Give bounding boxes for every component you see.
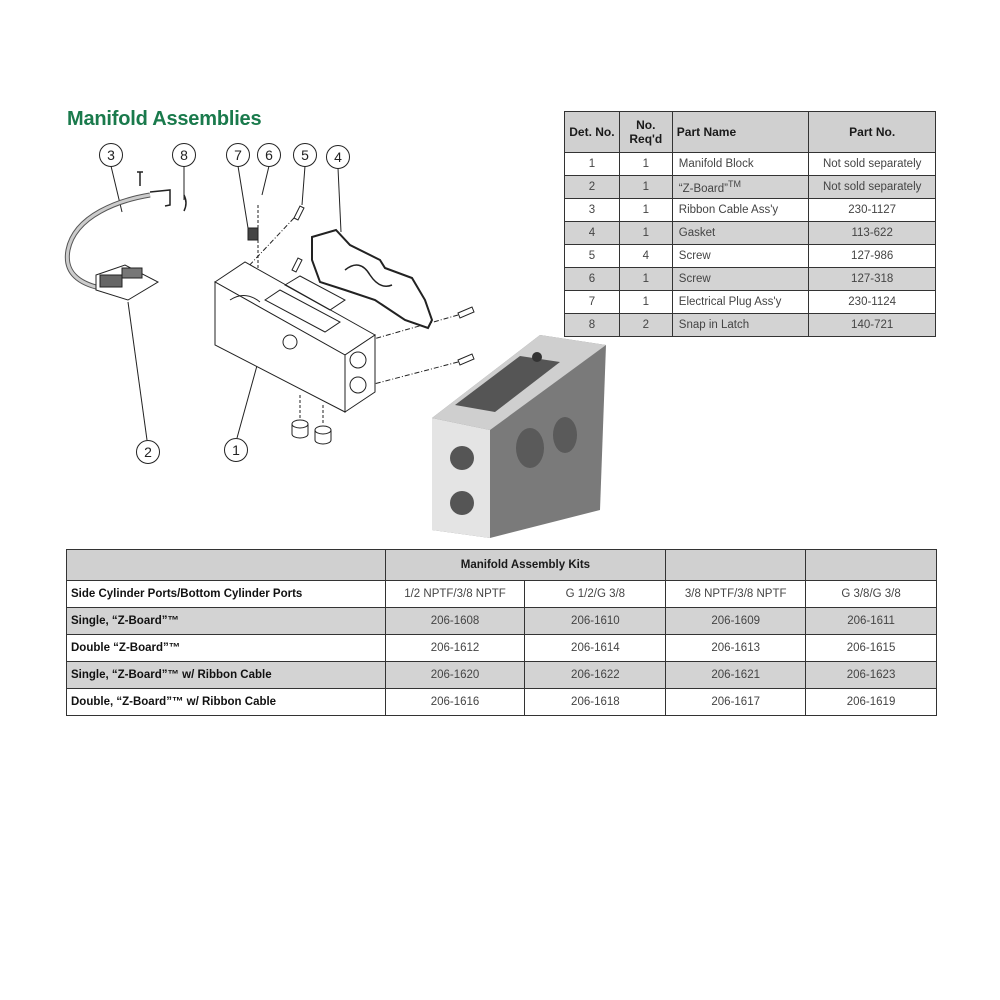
header-part-no: Part No. — [809, 112, 936, 153]
qty: 1 — [619, 222, 672, 245]
table-row — [565, 153, 936, 176]
kit-part-no: 206-1610 — [525, 608, 666, 635]
det-no: 5 — [565, 245, 620, 268]
header-no-reqd: No. Req'd — [619, 112, 672, 153]
table-row — [565, 222, 936, 245]
part-no: 127-318 — [809, 268, 936, 291]
table-row — [565, 291, 936, 314]
part-no: 113-622 — [809, 222, 936, 245]
part-name-cell — [672, 176, 809, 199]
port-spec: G 3/8/G 3/8 — [806, 581, 937, 608]
row-label: Side Cylinder Ports/Bottom Cylinder Ports — [67, 581, 386, 608]
callout-7: 7 — [226, 143, 250, 167]
table-row — [67, 662, 937, 689]
header-empty — [806, 550, 937, 581]
part-name: Snap in Latch — [672, 314, 809, 337]
det-no: 6 — [565, 268, 620, 291]
qty: 1 — [619, 153, 672, 176]
det-no: 8 — [565, 314, 620, 337]
table-row — [67, 689, 937, 716]
header-manifold-assembly-kits: Manifold Assembly Kits — [385, 550, 666, 581]
port-row — [67, 581, 937, 608]
kit-part-no: 206-1621 — [666, 662, 806, 689]
table-row — [565, 176, 936, 199]
header-part-name: Part Name — [672, 112, 809, 153]
part-name: Manifold Block — [672, 153, 809, 176]
header-empty — [67, 550, 386, 581]
part-no: 230-1124 — [809, 291, 936, 314]
qty: 1 — [619, 291, 672, 314]
table-row — [67, 635, 937, 662]
qty: 4 — [619, 245, 672, 268]
row-label: Double “Z-Board”™ — [67, 635, 386, 662]
part-name: Gasket — [672, 222, 809, 245]
kit-part-no: 206-1622 — [525, 662, 666, 689]
kit-part-no: 206-1617 — [666, 689, 806, 716]
port-spec: 3/8 NPTF/3/8 NPTF — [666, 581, 806, 608]
kit-part-no: 206-1608 — [385, 608, 525, 635]
header-det-no: Det. No. — [565, 112, 620, 153]
kit-part-no: 206-1609 — [666, 608, 806, 635]
det-no: 3 — [565, 199, 620, 222]
kit-part-no: 206-1616 — [385, 689, 525, 716]
part-no: 127-986 — [809, 245, 936, 268]
kit-part-no: 206-1619 — [806, 689, 937, 716]
callout-8: 8 — [172, 143, 196, 167]
part-name: Electrical Plug Ass'y — [672, 291, 809, 314]
page-title: Manifold Assemblies — [67, 108, 262, 130]
port-spec: G 1/2/G 3/8 — [525, 581, 666, 608]
row-label: Double, “Z-Board”™ w/ Ribbon Cable — [67, 689, 386, 716]
header-empty — [666, 550, 806, 581]
table-row — [67, 608, 937, 635]
part-name: Ribbon Cable Ass'y — [672, 199, 809, 222]
part-no: 230-1127 — [809, 199, 936, 222]
part-no: Not sold separately — [809, 153, 936, 176]
callout-1: 1 — [224, 438, 248, 462]
det-no: 1 — [565, 153, 620, 176]
table-row — [565, 199, 936, 222]
kit-part-no: 206-1615 — [806, 635, 937, 662]
kit-part-no: 206-1613 — [666, 635, 806, 662]
table-row — [565, 268, 936, 291]
callout-5: 5 — [293, 143, 317, 167]
trademark: TM — [727, 179, 741, 190]
part-name: “Z-Board” — [678, 182, 728, 195]
part-no: 140-721 — [809, 314, 936, 337]
det-no: 4 — [565, 222, 620, 245]
qty: 1 — [619, 176, 672, 199]
qty: 1 — [619, 199, 672, 222]
part-no: Not sold separately — [809, 176, 936, 199]
table-row — [565, 314, 936, 337]
port-spec: 1/2 NPTF/3/8 NPTF — [385, 581, 525, 608]
kits-table — [66, 549, 937, 716]
callout-2: 2 — [136, 440, 160, 464]
kit-part-no: 206-1612 — [385, 635, 525, 662]
part-name: Screw — [672, 245, 809, 268]
kit-part-no: 206-1623 — [806, 662, 937, 689]
part-name: Screw — [672, 268, 809, 291]
kit-part-no: 206-1611 — [806, 608, 937, 635]
table-row — [565, 245, 936, 268]
kit-part-no: 206-1620 — [385, 662, 525, 689]
kit-part-no: 206-1618 — [525, 689, 666, 716]
qty: 1 — [619, 268, 672, 291]
qty: 2 — [619, 314, 672, 337]
det-no: 2 — [565, 176, 620, 199]
det-no: 7 — [565, 291, 620, 314]
kit-part-no: 206-1614 — [525, 635, 666, 662]
callout-4: 4 — [326, 145, 350, 169]
manifold-photo — [432, 335, 606, 538]
parts-table — [564, 111, 936, 337]
kits-header-row — [67, 550, 937, 581]
row-label: Single, “Z-Board”™ w/ Ribbon Cable — [67, 662, 386, 689]
parts-header-row — [565, 112, 936, 153]
callout-3: 3 — [99, 143, 123, 167]
row-label: Single, “Z-Board”™ — [67, 608, 386, 635]
callout-6: 6 — [257, 143, 281, 167]
